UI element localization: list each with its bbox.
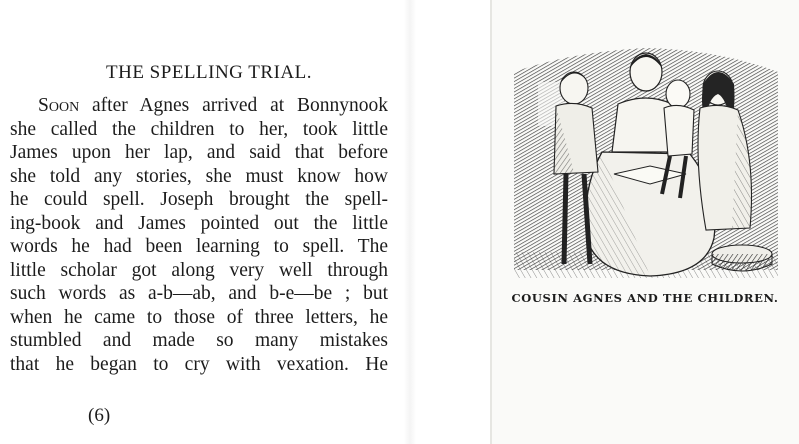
text-line: she told any stories, she must know how <box>10 165 388 187</box>
illustration-caption: COUSIN AGNES AND THE CHILDREN. <box>511 291 779 305</box>
text-line: that he began to cry with vexation. He <box>10 353 388 375</box>
woman-head <box>630 53 662 91</box>
text-line: he could spell. Joseph brought the spell- <box>10 189 388 210</box>
text-line: stumbled and made so many mistakes <box>10 330 388 351</box>
text-line: such words as a-b—ab, and b-e—be ; but <box>10 283 388 304</box>
body-paragraph <box>10 94 388 376</box>
drop-word: Soon <box>38 95 80 116</box>
text-line: when he came to those of three letters, he <box>10 306 388 328</box>
toddler-body <box>664 105 694 156</box>
toddler-head <box>666 80 690 108</box>
text-line: James upon her lap, and said that before <box>10 142 388 163</box>
text-line: Soon after Agnes arrived at Bonnynook <box>38 95 388 116</box>
text-line: she called the children to her, took little <box>10 118 388 140</box>
text-line: words he had been learning to spell. The <box>10 236 388 257</box>
page-number: (6) <box>88 405 111 426</box>
text-line: little scholar got along very well through <box>10 259 388 281</box>
illustration-engraving <box>510 42 782 282</box>
page-gutter <box>404 0 416 444</box>
text-line: ing-book and James pointed out the little <box>10 212 388 234</box>
chapter-heading: THE SPELLING TRIAL. <box>106 62 312 83</box>
